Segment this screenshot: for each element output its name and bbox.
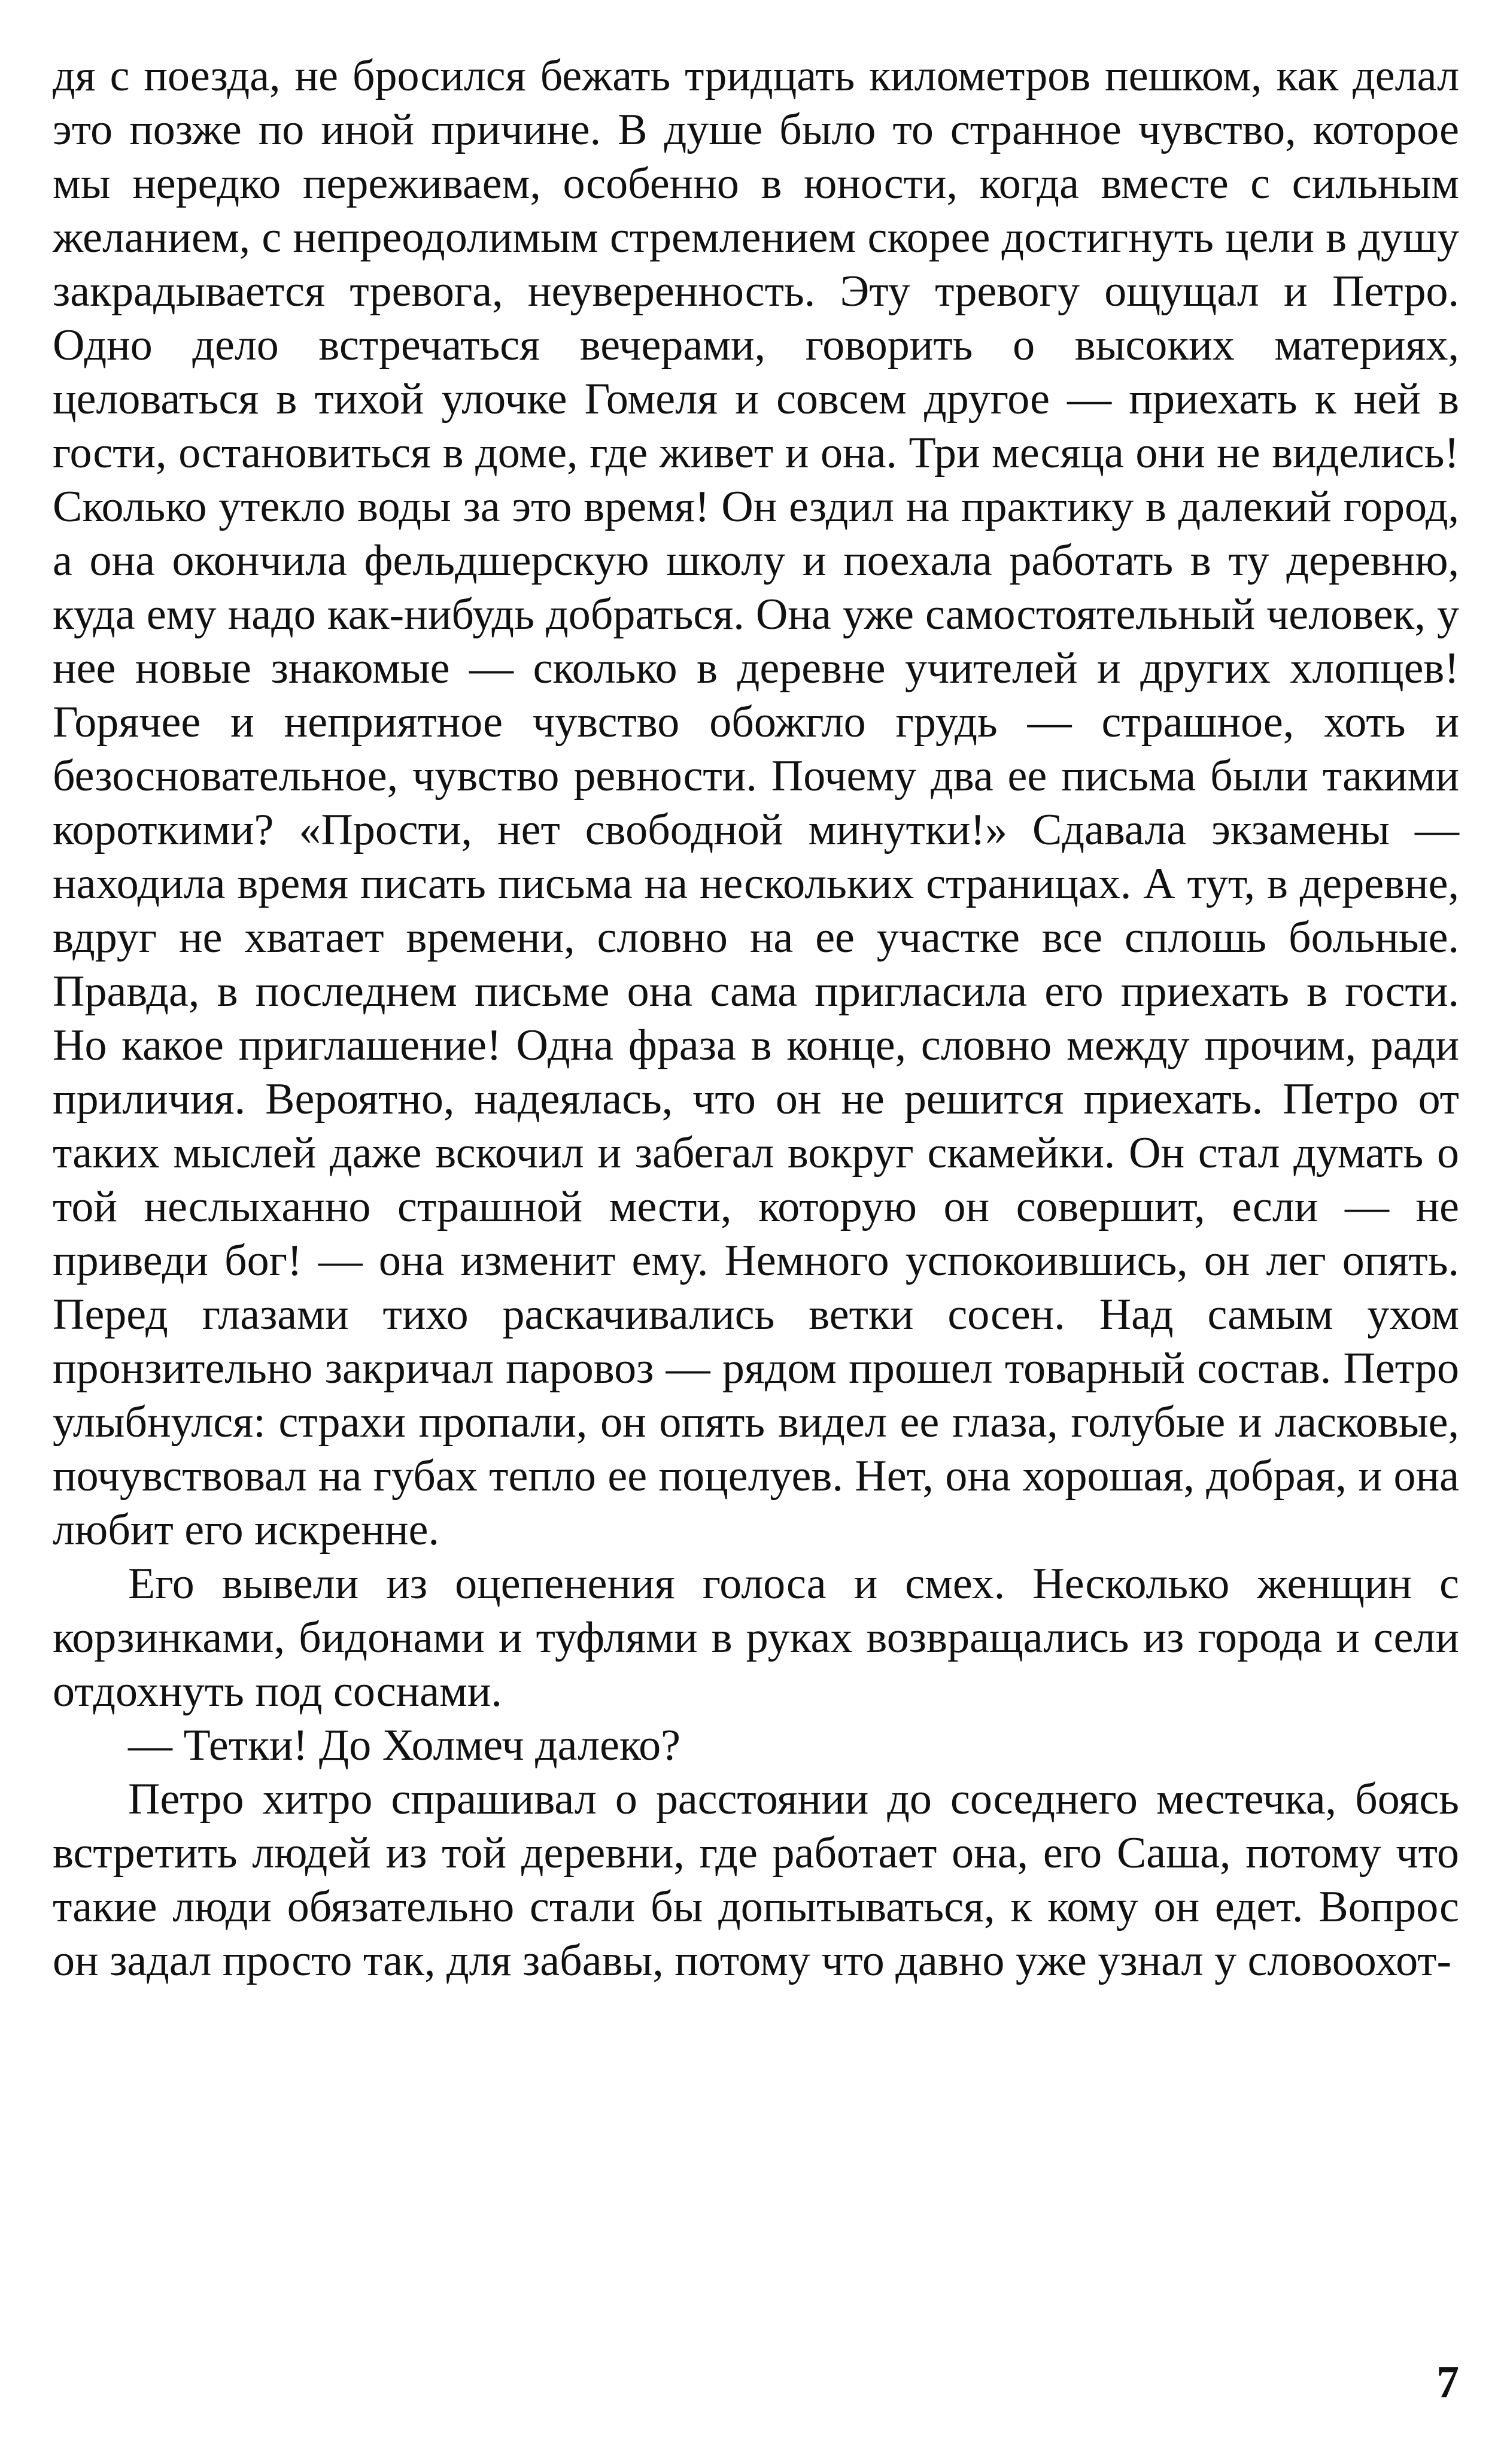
book-page bbox=[53, 49, 1459, 2430]
paragraph-continuation: дя с поезда, не бросился бежать тридцать километров пешком, как делал это позже по иной причине. В душе было то странное чувство, которое мы нередко переживаем, особенно в юности, когда вместе с сильным желанием, с непреодолимым стремлением скорее достигнуть цели в душу закрадывается тревога, неуверенность. Эту тревогу ощущал и Петро. Одно дело встречаться вечерами, говорить о высоких материях, целоваться в тихой улочке Гомеля и совсем другое — приехать к ней в гости, остановиться в доме, где живет и она. Три месяца они не виделись! Сколько утекло воды за это время! Он ездил на практику в далекий город, а она окончила фельдшерскую школу и поехала работать в ту деревню, куда ему надо как-нибудь добраться. Она уже самостоятельный человек, у нее новые знакомые — сколько в деревне учителей и других хлопцев! Горячее и неприятное чувство обожгло грудь — страшное, хоть и безосновательное, чувство ревности. Почему два ее письма были такими короткими? «Прости, нет свободной минутки!» Сдавала экзамены — находила время писать письма на нескольких страницах. А тут, в деревне, вдруг не хватает времени, словно на ее участке все сплошь больные. Правда, в последнем письме она сама пригласила его приехать в гости. Но какое приглашение! Одна фраза в конце, словно между прочим, ради приличия. Вероятно, надеялась, что он не решится приехать. Петро от таких мыслей даже вскочил и забегал вокруг скамейки. Он стал думать о той неслыханно страшной мести, которую он совершит, если — не приведи бог! — она изменит ему. Немного успокоившись, он лег опять. Перед глазами тихо раскачивались ветки сосен. Над самым ухом пронзительно закричал паровоз — рядом прошел товарный состав. Петро улыбнулся: страхи пропали, он опять видел ее глаза, голубые и ласковые, почувствовал на губах тепло ее поцелуев. Нет, она хорошая, добрая, и она любит его искренне. bbox=[53, 51, 1459, 1555]
paragraph-voices: Его вывели из оцепенения голоса и смех. Несколько женщин с корзинками, бидонами и туфлями в руках возвращались из города и сели отдохнуть под соснами. bbox=[53, 1559, 1459, 1716]
paragraph-dialogue: — Тетки! До Холмеч далеко? bbox=[128, 1721, 680, 1770]
paragraph-question: Петро хитро спрашивал о расстоянии до соседнего местечка, боясь встретить людей из той деревни, где работает она, его Саша, потому что такие люди обязательно стали бы допытываться, к кому он едет. Вопрос он задал просто так, для забавы, потому что давно уже узнал у словоохот- bbox=[53, 1775, 1459, 1985]
page-number: 7 bbox=[1436, 2357, 1459, 2407]
